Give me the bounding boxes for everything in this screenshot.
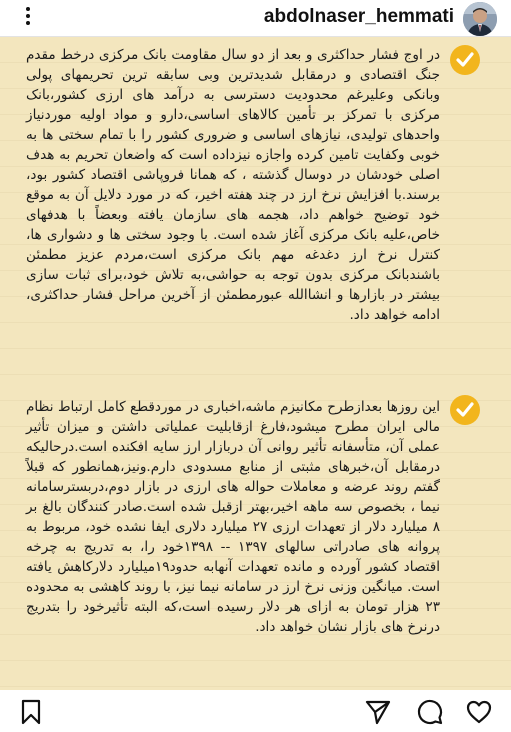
check-circle-icon — [450, 395, 480, 425]
post-paragraph-1: در اوج فشار حداکثری و بعد از دو سال مقاومت بانک مرکزی درخط مقدم جنگ اقتصادی و درمقابل شدیدترین وبی سابقه ترین تحریمهای پولی وبانکی وعلیرغم محدودیت دسترسی به درآمد های ارزی کشور،بانک مرکزی با تمرکز بر تأمین کالاهای اساسی،دارو و مواد اولیه موردنیاز واحدهای تولیدی، نیازهای اساسی و ضروری کشور را با تمام سختی ها به خوبی وکفایت تامین کرده واجازه نیزداده است که واضعان تحریم به هدف اصلی خودشان در دوسال گذشته ، که همانا فروپاشی اقتصاد کشور بود، برسند.با افزایش نرخ ارز در چند هفته اخیر، که در مورد دلایل آن به موقع خود توضیح خواهم داد، هجمه های سازمان یافته وبعضاً با هدفهای خاص،علیه بانک مرکزی آغاز شده است. با وجود سختی ها و دشواری ها، کنترل نرخ ارز دغدغه مهم بانک مرکزی است،مردم عزیز مطمئن باشندبانک مرکزی بدون توجه به حواشی،به تلاش خود،برای ثبات سازی بیشتر در بازارها و انشاالله عبورمطمئن از آخرین مراحل فشار حداکثری، ادامه خواهد داد. — [26, 47, 440, 323]
bookmark-icon[interactable] — [17, 698, 45, 726]
username[interactable]: abdolnaser_hemmati — [263, 6, 454, 27]
heart-icon[interactable] — [465, 698, 493, 726]
send-icon[interactable] — [364, 698, 392, 726]
post-paragraph-2: این روزها بعدازطرح مکانیزم ماشه،اخباری در موردقطع کامل ارتباط نظام مالی ایران مطرح میشود،فارغ ازقابلیت عملیاتی داشتن و میزان تأثیر عملی آن، متأسفانه تأثیر روانی آن دربازار ارز سایه افکنده است.درحالیکه درمقابل آن،خبرهای مثبتی از منابع مسدودی دارم.ونیز،همانطور که قبلاً گفتم روند عرضه و معاملات حواله های ارزی در بازار دوم،دربسترسامانه نیما ، بخصوص سه ماهه اخیر،بهتر ازقبل شده است.صادر کنندگان بالغ بر ۸ میلیارد دلار از تعهدات ارزی ۲۷ میلیارد دلاری ایفا نشده خود، مربوط به پروانه های صادراتی سالهای ۱۳۹۷ -- ۱۳۹۸خود را، به تدریج به چرخه اقتصاد کشور آورده و مانده تعهدات آنهابه حدود۱۹میلیارد دلارکاهش یافته است. میانگین وزنی نرخ ارز در سامانه نیما نیز، با روند کاهشی به محدوده ۲۳ هزار تومان به ازای هر دلار رسیده است،که البته تأثیرخود را بتدریج درنرخ های بازار نشان خواهد داد. — [26, 399, 441, 635]
avatar-image — [463, 2, 497, 36]
post-header — [0, 0, 511, 37]
post-image-note — [0, 37, 511, 690]
comment-icon[interactable] — [416, 698, 444, 726]
post-actions-bar — [0, 690, 511, 732]
more-vertical-icon[interactable] — [22, 4, 34, 30]
check-circle-icon — [450, 45, 480, 75]
avatar[interactable] — [463, 2, 497, 36]
